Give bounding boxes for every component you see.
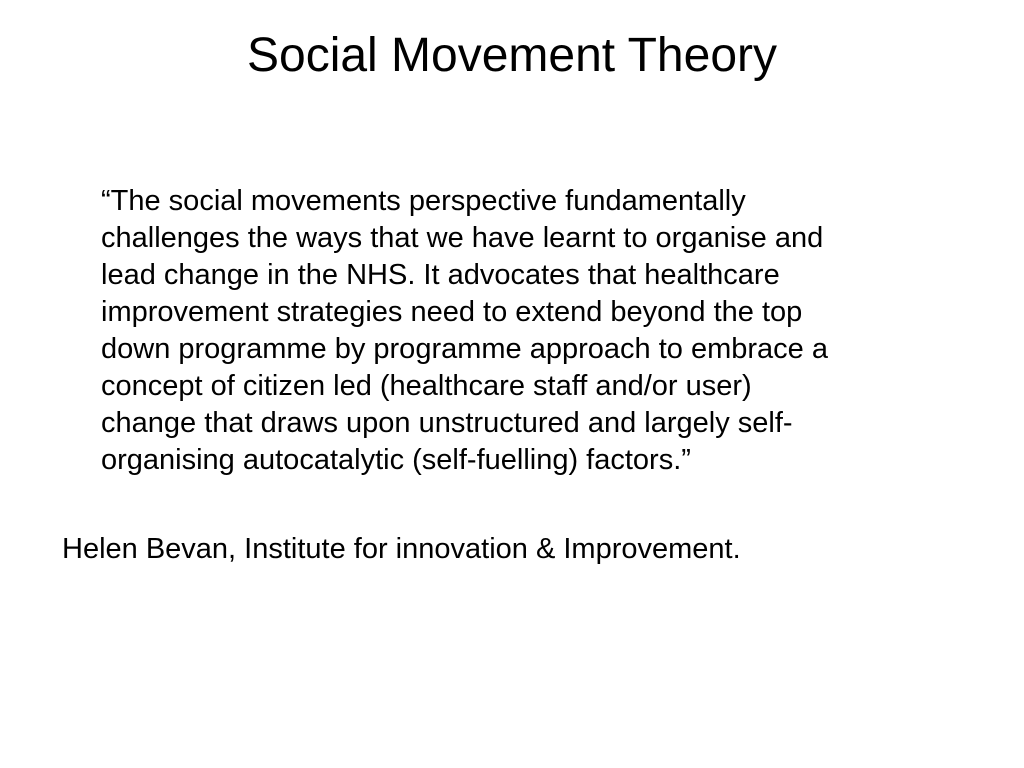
quote-attribution: Helen Bevan, Institute for innovation & Improvement. — [62, 533, 741, 565]
quote-line: improvement strategies need to extend beyond the top — [101, 296, 803, 328]
quote-line: down programme by programme approach to embrace a — [101, 333, 828, 365]
quote-line: challenges the ways that we have learnt to organise and — [101, 222, 824, 254]
slide-title: Social Movement Theory — [246, 29, 777, 82]
quote-line: change that draws upon unstructured and largely self- — [101, 407, 793, 439]
quote-line: lead change in the NHS. It advocates that healthcare — [101, 259, 780, 291]
quote-line: concept of citizen led (healthcare staff and/or user) — [101, 370, 752, 402]
quote-line: “The social movements perspective fundamentally — [101, 185, 746, 217]
quote-block — [101, 183, 981, 479]
quote-line: organising autocatalytic (self-fuelling) factors.” — [101, 444, 691, 476]
